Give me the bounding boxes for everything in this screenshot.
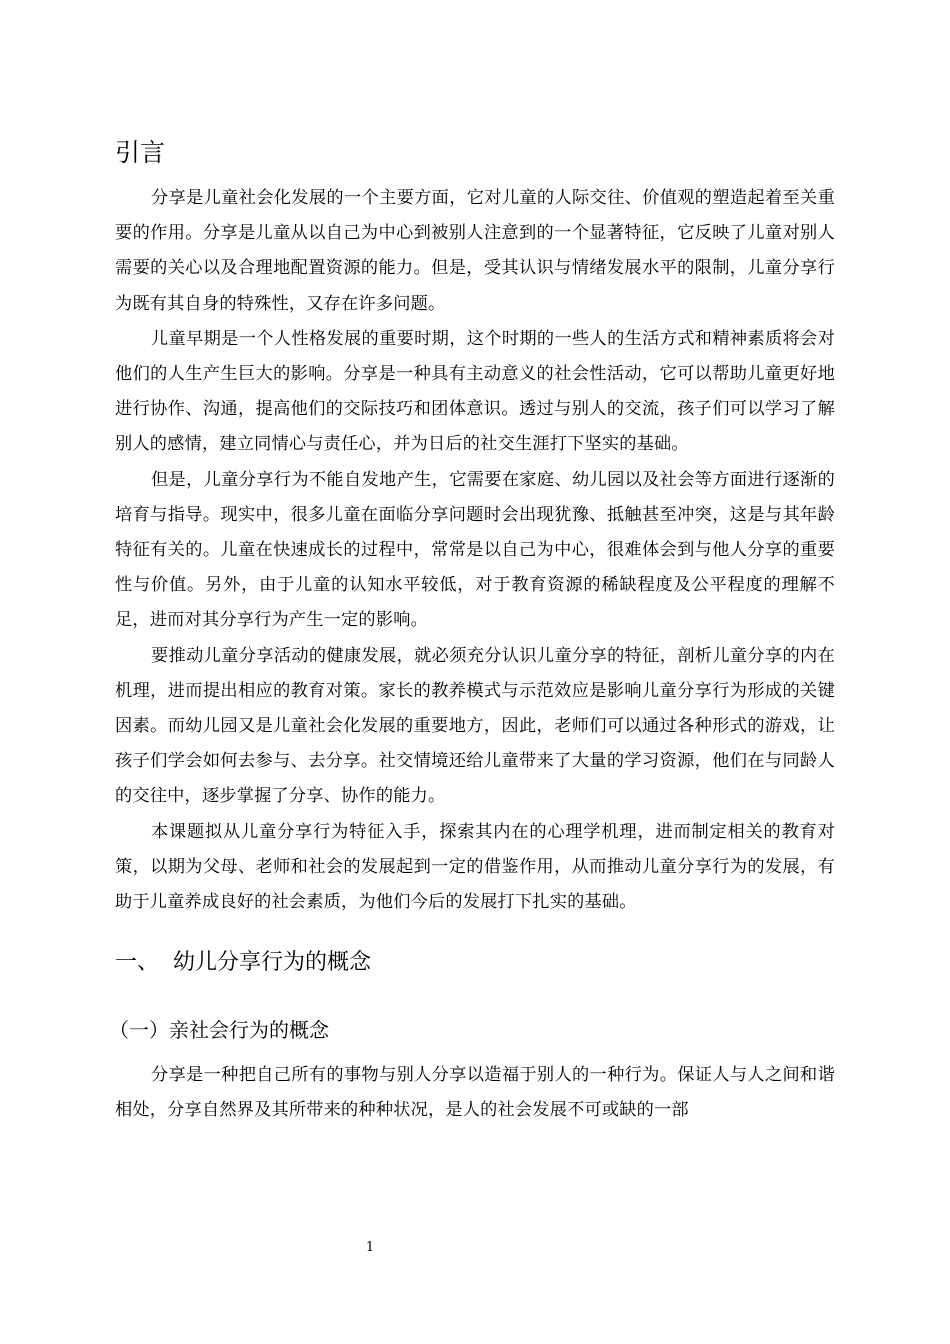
- page-content: [109, 133, 835, 1129]
- intro-paragraph-4: 要推动儿童分享活动的健康发展，就必须充分认识儿童分享的特征，剖析儿童分享的内在机理，进而提出相应的教育对策。家长的教养模式与示范效应是影响儿童分享行为形成的关键因素。而幼儿园又是儿童社会化发展的重要地方，因此，老师们可以通过各种形式的游戏，让孩子们学会如何去参与、去分享。社交情境还给儿童带来了大量的学习资源，他们在与同龄人的交往中，逐步掌握了分享、协作的能力。: [115, 645, 835, 807]
- intro-heading: 引言: [115, 138, 166, 167]
- intro-paragraph-1: 分享是儿童社会化发展的一个主要方面，它对儿童的人际交往、价值观的塑造起着至关重要的作用。分享是儿童从以自己为中心到被别人注意到的一个显著特征，它反映了儿童对别人需要的关心以及合理地配置资源的能力。但是，受其认识与情绪发展水平的限制，儿童分享行为既有其自身的特殊性，又存在许多问题。: [115, 188, 835, 314]
- page-number: 1: [365, 1240, 375, 1255]
- section-1-1-heading: （一）亲社会行为的概念: [109, 1018, 329, 1043]
- intro-paragraph-2: 儿童早期是一个人性格发展的重要时期，这个时期的一些人的生活方式和精神素质将会对他们的人生产生巨大的影响。分享是一种具有主动意义的社会性活动，它可以帮助儿童更好地进行协作、沟通，提高他们的交际技巧和团体意识。透过与别人的交流，孩子们可以学习了解别人的感情，建立同情心与责任心，并为日后的社交生涯打下坚实的基础。: [115, 328, 835, 455]
- section-1-heading: 一、 幼儿分享行为的概念: [115, 950, 371, 976]
- intro-paragraph-5: 本课题拟从儿童分享行为特征入手，探索其内在的心理学机理，进而制定相关的教育对策，以期为父母、老师和社会的发展起到一定的借鉴作用，从而推动儿童分享行为的发展，有助于儿童养成良好的社会素质，为他们今后的发展打下扎实的基础。: [115, 821, 835, 913]
- section-1-1-paragraph: 分享是一种把自己所有的事物与别人分享以造福于别人的一种行为。保证人与人之间和谐相处，分享自然界及其所带来的种种状况，是人的社会发展不可或缺的一部: [115, 1065, 835, 1121]
- intro-paragraph-3: 但是，儿童分享行为不能自发地产生，它需要在家庭、幼儿园以及社会等方面进行逐渐的培育与指导。现实中，很多儿童在面临分享问题时会出现犹豫、抵触甚至冲突，这是与其年龄特征有关的。儿童在快速成长的过程中，常常是以自己为中心，很难体会到与他人分享的重要性与价值。另外，由于儿童的认知水平较低，对于教育资源的稀缺程度及公平程度的理解不足，进而对其分享行为产生一定的影响。: [115, 469, 835, 631]
